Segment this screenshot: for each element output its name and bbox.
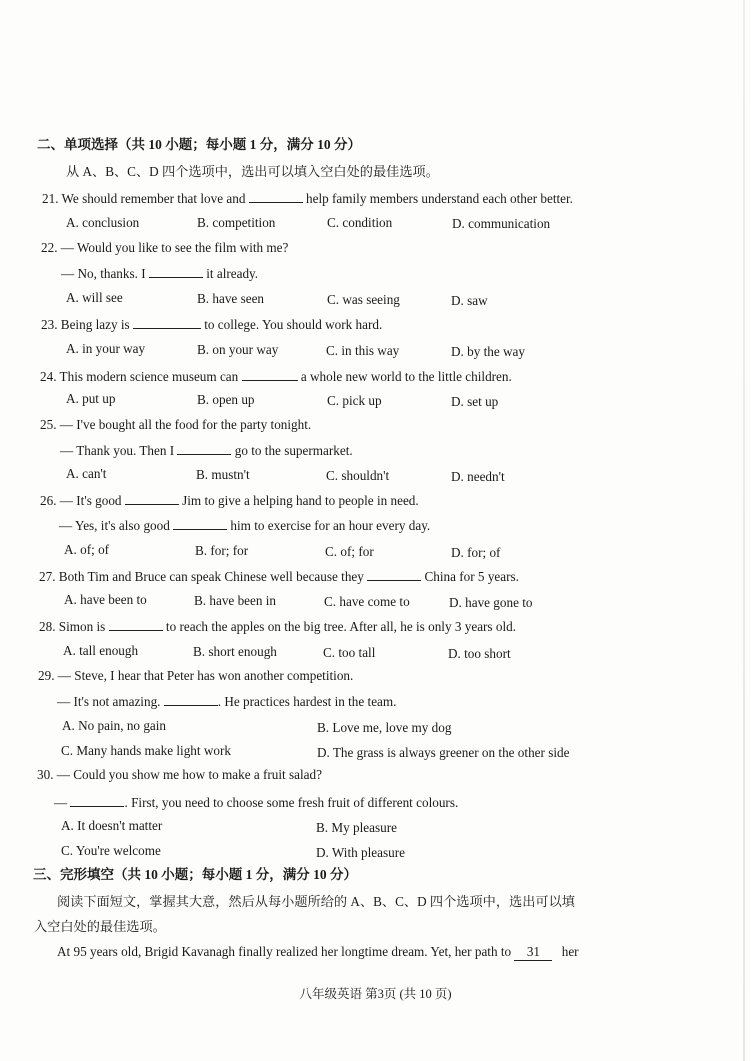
option-c: C. shouldn't [326, 468, 390, 483]
option-d: D. The grass is always greener on the other side [317, 745, 570, 760]
question-29-reply [57, 693, 396, 710]
option-a: A. of; of [64, 542, 110, 557]
option-b: B. have seen [197, 291, 265, 306]
option-a: A. have been to [64, 592, 147, 607]
stem-text: — No, thanks. I [61, 266, 146, 281]
stem-text: . First, you need to choose some fresh fruit of different colours. [124, 795, 459, 810]
question-30-reply [54, 794, 458, 811]
option-b: B. open up [197, 392, 255, 407]
option-a: A. No pain, no gain [62, 718, 167, 733]
stem-text: to college. You should work hard. [200, 317, 383, 332]
option-b: B. short enough [193, 644, 277, 659]
question-26-reply [59, 517, 430, 534]
stem-text: China for 5 years. [421, 569, 519, 584]
option-d: D. too short [448, 646, 511, 661]
stem-text: 21. We should remember that love and [42, 191, 246, 206]
option-d: D. set up [451, 394, 499, 409]
option-b: B. have been in [194, 593, 277, 608]
question-25-stem: 25. — I've bought all the food for the party tonight. [40, 417, 312, 432]
option-c: C. Many hands make light work [61, 743, 231, 758]
option-b: B. for; for [195, 543, 249, 558]
section-instruction: 阅读下面短文，掌握其大意，然后从每小题所给的 A、B、C、D 四个选项中，选出可以填 [57, 894, 575, 909]
answer-blank [149, 265, 203, 278]
question-22-reply [61, 265, 258, 282]
option-c: C. was seeing [327, 292, 400, 307]
stem-text: help family members understand each other better. [302, 191, 573, 206]
option-b: B. My pleasure [316, 820, 397, 835]
stem-text: — Yes, it's also good [59, 518, 170, 533]
section-heading: 二、单项选择（共 10 小题；每小题 1 分，满分 10 分） [37, 137, 361, 152]
stem-text: it already. [202, 266, 259, 281]
option-c: C. too tall [323, 645, 376, 660]
answer-blank [249, 190, 303, 203]
option-c: C. have come to [324, 594, 410, 609]
stem-text: a whole new world to the little children. [297, 369, 512, 384]
question-23-stem [41, 316, 382, 333]
option-c: C. condition [327, 215, 393, 230]
option-c: C. in this way [326, 343, 400, 358]
option-d: D. needn't [451, 469, 505, 484]
answer-blank [177, 442, 231, 455]
answer-blank [133, 316, 201, 329]
option-d: D. saw [451, 293, 488, 308]
option-d: D. have gone to [449, 595, 533, 610]
answer-blank [173, 517, 227, 530]
answer-blank [70, 794, 124, 807]
question-26-stem [40, 492, 419, 509]
stem-text: — It's not amazing. [57, 694, 161, 709]
stem-text: — Thank you. Then I [60, 443, 175, 458]
stem-text: go to the supermarket. [231, 443, 353, 458]
passage-text: At 95 years old, Brigid Kavanagh finally realized her longtime dream. Yet, her path to [57, 944, 512, 959]
option-a: A. in your way [66, 341, 146, 356]
answer-blank [109, 618, 163, 631]
answer-blank [125, 492, 179, 505]
question-22-stem: 22. — Would you like to see the film with me? [41, 240, 289, 255]
page-footer: 八年级英语 第3页 (共 10 页) [299, 987, 452, 1001]
section-heading: 三、完形填空（共 10 小题；每小题 1 分，满分 10 分） [33, 867, 357, 882]
stem-text: 23. Being lazy is [41, 317, 130, 332]
option-b: B. competition [197, 215, 276, 230]
stem-text: him to exercise for an hour every day. [227, 518, 431, 533]
option-a: A. put up [66, 391, 116, 406]
option-c: C. You're welcome [61, 843, 161, 858]
answer-blank [367, 568, 421, 581]
option-a: A. can't [66, 466, 107, 481]
option-d: D. by the way [451, 344, 525, 359]
question-24-stem [40, 368, 512, 385]
blank-31: 31 [514, 944, 552, 961]
option-d: D. for; of [451, 545, 501, 560]
stem-text: . He practices hardest in the team. [217, 694, 397, 709]
question-21-stem [42, 190, 573, 207]
stem-text: Jim to give a helping hand to people in need. [178, 493, 419, 508]
option-a: A. will see [66, 290, 123, 305]
stem-text: 26. — It's good [40, 493, 122, 508]
option-b: B. Love me, love my dog [317, 720, 452, 735]
stem-text: — [54, 795, 68, 810]
stem-text: 27. Both Tim and Bruce can speak Chinese well because they [39, 569, 364, 584]
section-instruction: 从 A、B、C、D 四个选项中，选出可以填入空白处的最佳选项。 [66, 164, 439, 179]
question-29-stem: 29. — Steve, I hear that Peter has won another competition. [38, 668, 354, 683]
passage-text: her [561, 944, 579, 959]
answer-blank [242, 368, 298, 381]
section-instruction: 入空白处的最佳选项。 [34, 919, 166, 934]
passage-first-line [57, 944, 579, 961]
page-edge-shadow [743, 0, 745, 1061]
option-b: B. mustn't [196, 467, 250, 482]
stem-text: 28. Simon is [39, 619, 106, 634]
option-b: B. on your way [197, 342, 279, 357]
answer-blank [164, 693, 218, 706]
question-25-reply [60, 442, 353, 459]
option-c: C. of; for [325, 544, 374, 559]
question-30-stem: 30. — Could you show me how to make a fruit salad? [37, 767, 322, 782]
stem-text: to reach the apples on the big tree. After all, he is only 3 years old. [162, 619, 517, 634]
option-a: A. It doesn't matter [61, 818, 163, 833]
option-c: C. pick up [327, 393, 382, 408]
stem-text: 24. This modern science museum can [40, 369, 239, 384]
option-d: D. With pleasure [316, 845, 405, 860]
option-a: A. tall enough [63, 643, 139, 658]
option-d: D. communication [452, 216, 551, 231]
question-28-stem [39, 618, 516, 635]
option-a: A. conclusion [66, 215, 140, 230]
question-27-stem [39, 568, 519, 585]
